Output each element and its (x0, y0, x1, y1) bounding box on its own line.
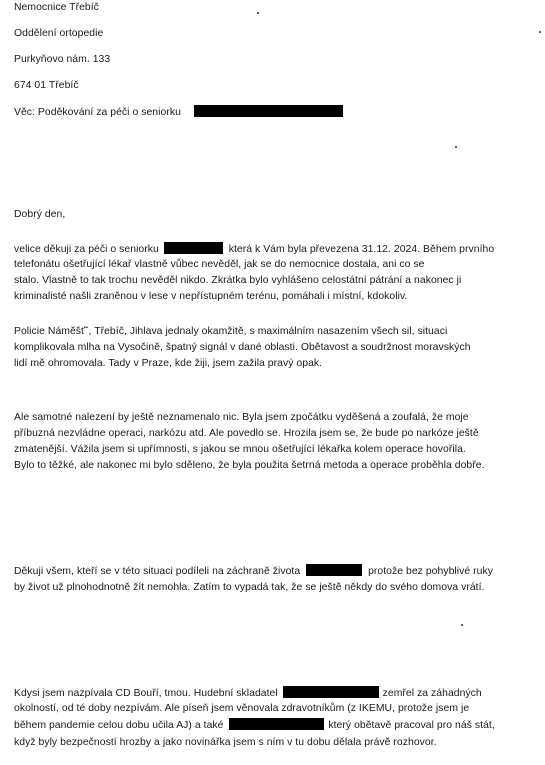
p3-line-4: Bylo to těžké, ale nakonec mi bylo sděleno, že byla použita šetrná metoda a operace proběhla dobře. (14, 460, 485, 471)
redacted-name-block (306, 564, 362, 576)
p5-line-2: okolností, od té doby nezpívám. Ale píseň jsem věnovala zdravotníkům (z IKEMU, protože jsem je (14, 703, 470, 714)
p4-text-a: Děkuji všem, kteří se v této situaci podíleli na záchraně života (14, 566, 301, 577)
p3-line-1: Ale samotné nalezení by ještě neznamenalo nic. Byla jsem zpočátku vyděšená a zoufalá, že moje (14, 412, 469, 423)
greeting: Dobrý den, (14, 209, 66, 220)
p3-line-3: zmatenější. Vážila jsem si upřímnosti, s jakou se mnou ošetřující lékařka kolem operace hovořila. (14, 444, 466, 455)
p1-text-b: která k Vám byla převezena 31.12. 2024. Během prvního (228, 244, 495, 255)
p1-line-1 (14, 242, 494, 256)
street-address: Purkyňovo nám. 133 (14, 54, 111, 65)
p4-line-1 (14, 564, 493, 578)
p5-text-b: zemřel za záhadných (382, 688, 482, 699)
p1-line-3: stalo. Vlastně to tak trochu nevěděl nikdo. Zkrátka bylo vyhlášeno celostátní pátrání a nakonec ji (14, 275, 462, 286)
p3-line-2: příbuzná nezvládne operaci, narkózu atd. Ale povedlo se. Hrozila jsem se, že bude po narkóze ještě (14, 428, 479, 439)
p2-line-2: komplikovala mlha na Vysočině, špatný signál v dané oblasti. Obětavost a soudržnost moravských (14, 342, 471, 353)
scan-speck (539, 31, 541, 33)
hospital-name: Nemocnice Třebíč (14, 2, 99, 13)
p1-text-a: velice děkuji za péči o seniorku (14, 244, 159, 255)
p5-line-4: když byly bezpečností hrozby a jako novinářka jsem s ním v tu dobu dělala právě rozhovor. (14, 737, 437, 748)
p4-text-b: protože bez pohyblivé ruky (368, 566, 493, 577)
scan-speck (461, 624, 463, 626)
redacted-name-block (283, 686, 379, 698)
city-address: 674 01 Třebíč (14, 80, 79, 91)
scan-speck (257, 12, 259, 14)
p1-line-4: kriminalisté našli zraněnou v lese v nepřístupném terénu, pomáhali i místní, kdokoliv. (14, 291, 408, 302)
p2-line-1: Policie Náměšť˘, Třebíč, Jihlava jednaly okamžitě, s maximálním nasazením všech sil, situaci (14, 326, 448, 337)
p2-line-3: lidí mě ohromovala. Tady v Praze, kde žiji, jsem zažila pravý opak. (14, 358, 323, 369)
redacted-name-block (194, 105, 343, 117)
subject-text: Věc: Poděkování za péči o seniorku (14, 107, 181, 118)
scan-speck (455, 146, 457, 148)
p4-line-2: by život už plnohodnotně žít nemohla. Zatím to vypadá tak, že se ještě někdy do svého domova vrátí. (14, 582, 485, 593)
department-name: Oddělení ortopedie (14, 28, 104, 39)
p5-line-3 (14, 718, 495, 732)
subject-line (14, 105, 343, 119)
redacted-name-block (229, 718, 324, 730)
p5-text-d: který obětavě pracoval pro náš stát, (328, 720, 495, 731)
p5-text-c: během pandemie celou dobu učila AJ) a také (14, 720, 224, 731)
p1-line-2: telefonátu ošetřující lékař vlastně vůbec nevěděl, jak se do nemocnice dostala, ani co se (14, 259, 425, 270)
p5-line-1 (14, 686, 482, 700)
redacted-name-block (164, 242, 223, 254)
p5-text-a: Kdysi jsem nazpívala CD Bouří, tmou. Hudební skladatel (14, 688, 278, 699)
